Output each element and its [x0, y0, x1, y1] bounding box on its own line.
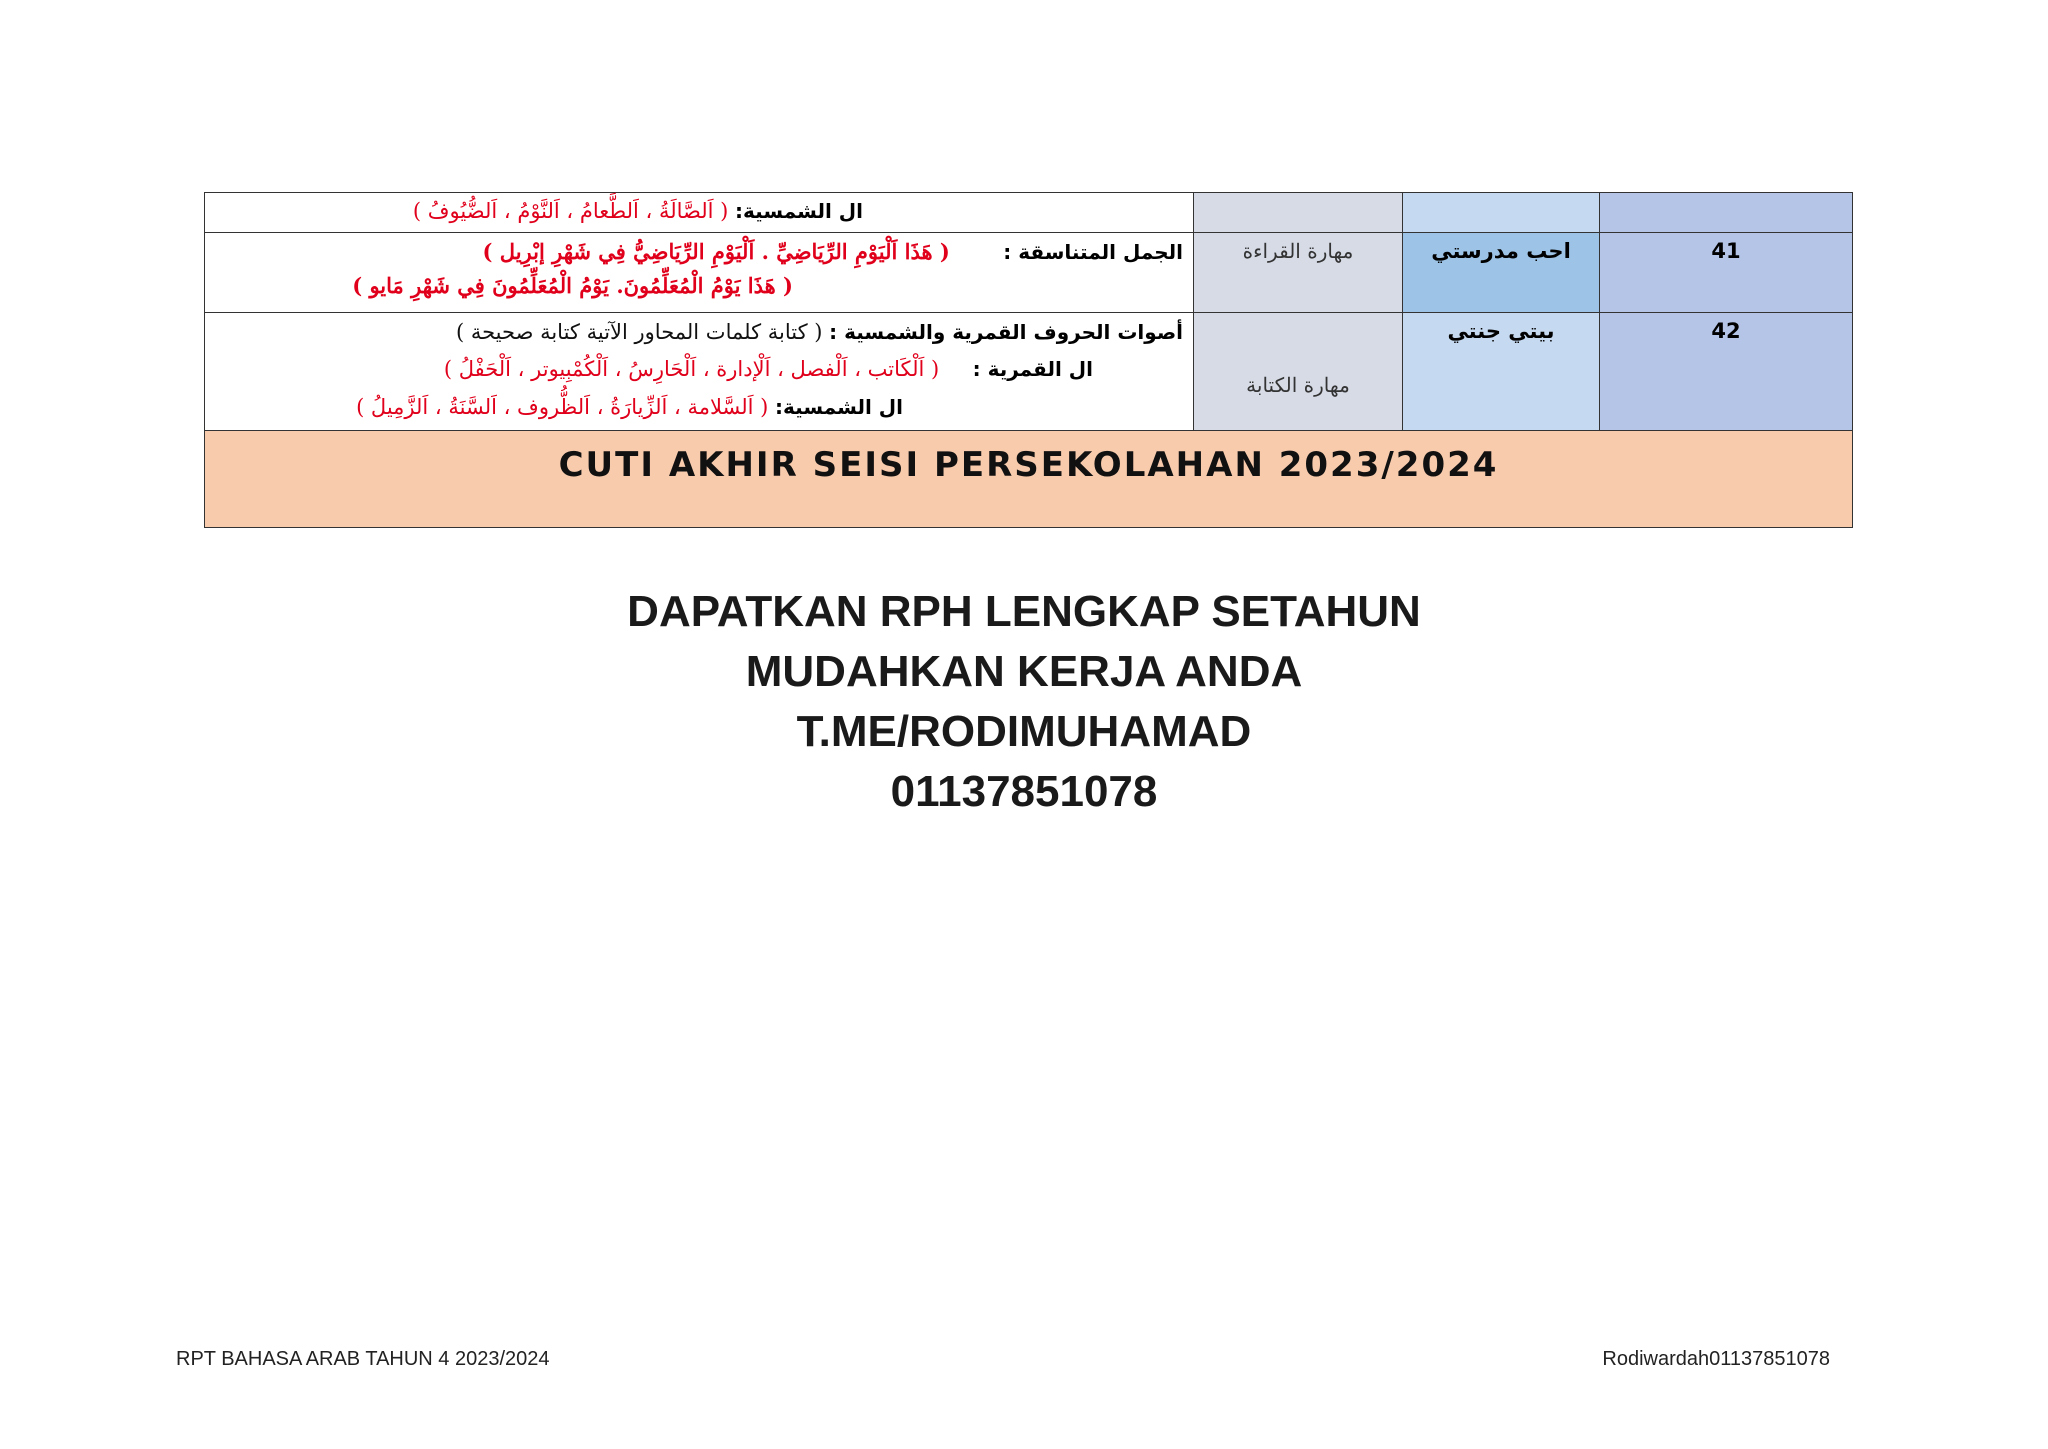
rpt-table [204, 192, 1853, 528]
sounds-heading: أصوات الحروف القمرية والشمسية : [829, 320, 1183, 344]
qamar-line [205, 350, 1193, 388]
footer-right: Rodiwardah01137851078 [1602, 1348, 1830, 1370]
topic-title: بيتي جنتي [1447, 319, 1555, 343]
sentences-label: الجمل المتناسقة : [1003, 240, 1183, 264]
promo-line-4: 01137851078 [890, 767, 1158, 816]
topic-title: احب مدرستي [1431, 239, 1571, 263]
syams-label: ال الشمسية: [735, 199, 863, 223]
week-cell [1600, 233, 1853, 313]
skill-cell [1194, 233, 1403, 313]
table-row-week-41 [205, 233, 1853, 313]
sentence-line-2 [205, 269, 1193, 303]
week-cell [1600, 313, 1853, 431]
promo-line-2: MUDAHKAN KERJA ANDA [745, 647, 1303, 696]
skill-cell [1194, 313, 1403, 431]
qamar-label: ال القمرية : [972, 357, 1093, 381]
content-cell [205, 233, 1194, 313]
syams-line [205, 193, 1193, 229]
skill-writing: مهارة الكتابة [1246, 372, 1350, 397]
week-number: 42 [1711, 319, 1741, 343]
week-number: 41 [1711, 239, 1741, 263]
table-row-holiday [205, 431, 1853, 528]
holiday-title: CUTI AKHIR SEISI PERSEKOLAHAN 2023/2024 [558, 445, 1499, 485]
table-row-week-42 [205, 313, 1853, 431]
syams-label: ال الشمسية: [775, 395, 903, 419]
sentence-1: ( هَذَا اَلْيَوْمِ الرِّيَاضِيِّ . اَلْيَوْمِ الرِّيَاضِيُّ فِي شَهْرِ إبْرِيل ) [482, 239, 950, 264]
syams-words: ( اَلسَّلامة ، اَلزِّيارَةُ ، اَلظُّروف ، اَلسَّنَةُ ، اَلزَّمِيلُ ) [356, 395, 769, 419]
footer-left: RPT BAHASA ARAB TAHUN 4 2023/2024 [176, 1348, 550, 1370]
sentence-line-1 [205, 235, 1193, 269]
topic-cell [1403, 313, 1600, 431]
skill-cell [1194, 193, 1403, 233]
qamar-words: ( اَلْكَاتب ، اَلْفصل ، اَلْإدارة ، اَلْحَارِسُ ، اَلْكُمْبِيوتر ، اَلْحَفْلُ ) [443, 357, 940, 381]
content-cell [205, 193, 1194, 233]
promo-line-3: T.ME/RODIMUHAMAD [796, 707, 1252, 756]
syams-line [205, 388, 1193, 426]
promo-line-1: DAPATKAN RPH LENGKAP SETAHUN [627, 587, 1421, 636]
syams-words: ( اَلصَّالَةُ ، اَلطَّعامُ ، اَلنَّوْمُ ، اَلضُّيُوفُ ) [412, 199, 729, 223]
heading-line [205, 314, 1193, 350]
skill-reading: مهارة القراءة [1242, 239, 1354, 263]
topic-cell [1403, 193, 1600, 233]
week-cell [1600, 193, 1853, 233]
content-cell [205, 313, 1194, 431]
table-row-top [205, 193, 1853, 233]
promo-block [0, 582, 2048, 822]
sounds-note: ( كتابة كلمات المحاور الآتية كتابة صحيحة ) [456, 320, 823, 344]
holiday-cell [205, 431, 1853, 528]
sentence-2: ( هَذَا يَوْمُ الْمُعَلِّمُونَ. يَوْمُ الْمُعَلِّمُونَ فِي شَهْرِ مَايو ) [352, 273, 793, 298]
topic-cell [1403, 233, 1600, 313]
